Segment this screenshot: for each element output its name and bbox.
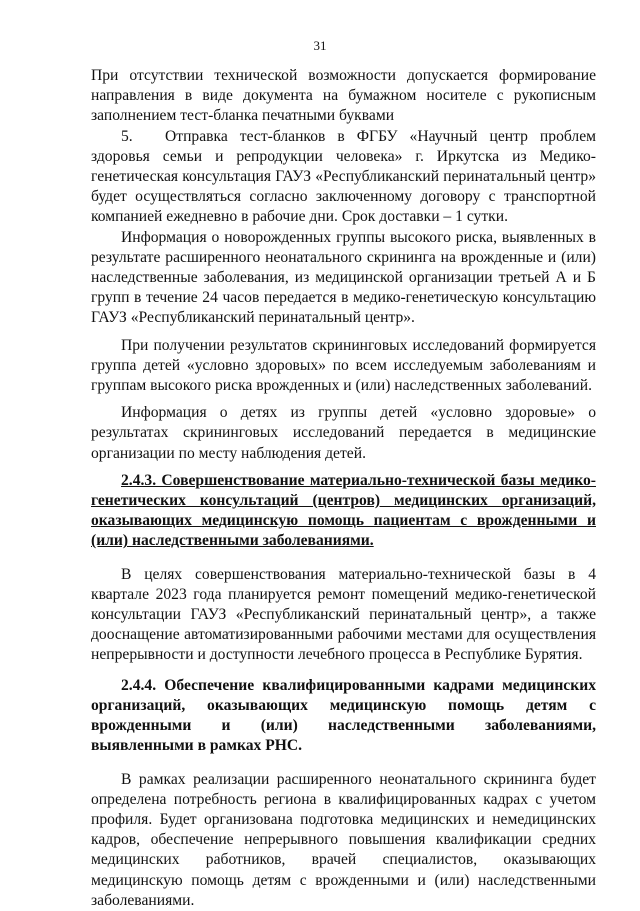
spacer — [91, 757, 596, 770]
page-number: 31 — [313, 38, 327, 53]
spacer — [91, 552, 596, 565]
section-heading-2-4-4: 2.4.4. Обеспечение квалифицированными кадрами медицинских организаций, оказывающих медицинскую помощь детям с врожденными и (или) наследственными заболеваниями, выявленными в рамках РНС. — [91, 676, 596, 755]
spacer — [91, 329, 596, 336]
paragraph-paper-referral: При отсутствии технической возможности допускается формирование направления в виде документа на бумажном носителе с рукописным заполнением тест-бланка печатными буквами — [91, 67, 596, 125]
list-item-text: Отправка тест-бланков в ФГБУ «Научный центр проблем здоровья семьи и репродукции человека» г. Иркутска из Медико-генетическая консультация ГАУЗ «Республиканский перинатальный центр» будет осуществляться согласно заключенному договору с транспортной компанией ежедневно в рабочие дни. Срок доставки – 1 сутки. — [91, 127, 596, 226]
paragraph-material-base: В целях совершенствования материально-технической базы в 4 квартале 2023 года планируется ремонт помещений медико-генетической консультации ГАУЗ «Республиканский перинатальный центр», а также дооснащение автоматизированными рабочими местами для осуществления непрерывности и доступности лечебного процесса в Республике Бурятия. — [91, 565, 596, 664]
spacer — [91, 464, 596, 471]
paragraph-screening-results: При получении результатов скрининговых исследований формируется группа детей «условно здоровых» по всем исследуемым заболеваниям и группам высокого риска врожденных и (или) наследственных заболеваний. — [91, 336, 596, 395]
paragraph-staffing: В рамках реализации расширенного неонатального скрининга будет определена потребность региона в квалифицированных кадрах с учетом профиля. Будет организована подготовка медицинских и немедицинских кадров, обеспечение непрерывного повышения квалификации средних медицинских работников, врачей специалистов, оказывающих медицинскую помощь детям с врожденными и (или) наследственными заболеваниями. — [91, 770, 596, 909]
paragraph-test-blank-shipping — [91, 127, 596, 228]
paragraph-high-risk-info: Информация о новорожденных группы высокого риска, выявленных в результате расширенного неонатального скрининга на врожденные и (или) наследственные заболевания, из медицинской организации третьей А и Б групп в течение 24 часов передается в медико-генетическую консультацию ГАУЗ «Республиканский перинатальный центр». — [91, 228, 596, 327]
paragraph-healthy-children-info: Информация о детях из группы детей «условно здоровые» о результатах скрининговых исследований передается в медицинские организации по месту наблюдения детей. — [91, 404, 596, 462]
section-heading-2-4-3: 2.4.3. Совершенствование материально-технической базы медико-генетических консультаций (центров) медицинских организаций, оказывающих медицинскую помощь пациентам с врожденными и (или) наследственными заболеваниями. — [91, 471, 596, 550]
spacer — [91, 396, 596, 403]
list-item-number: 5. — [121, 127, 133, 145]
spacer — [91, 666, 596, 676]
document-body — [91, 66, 596, 911]
